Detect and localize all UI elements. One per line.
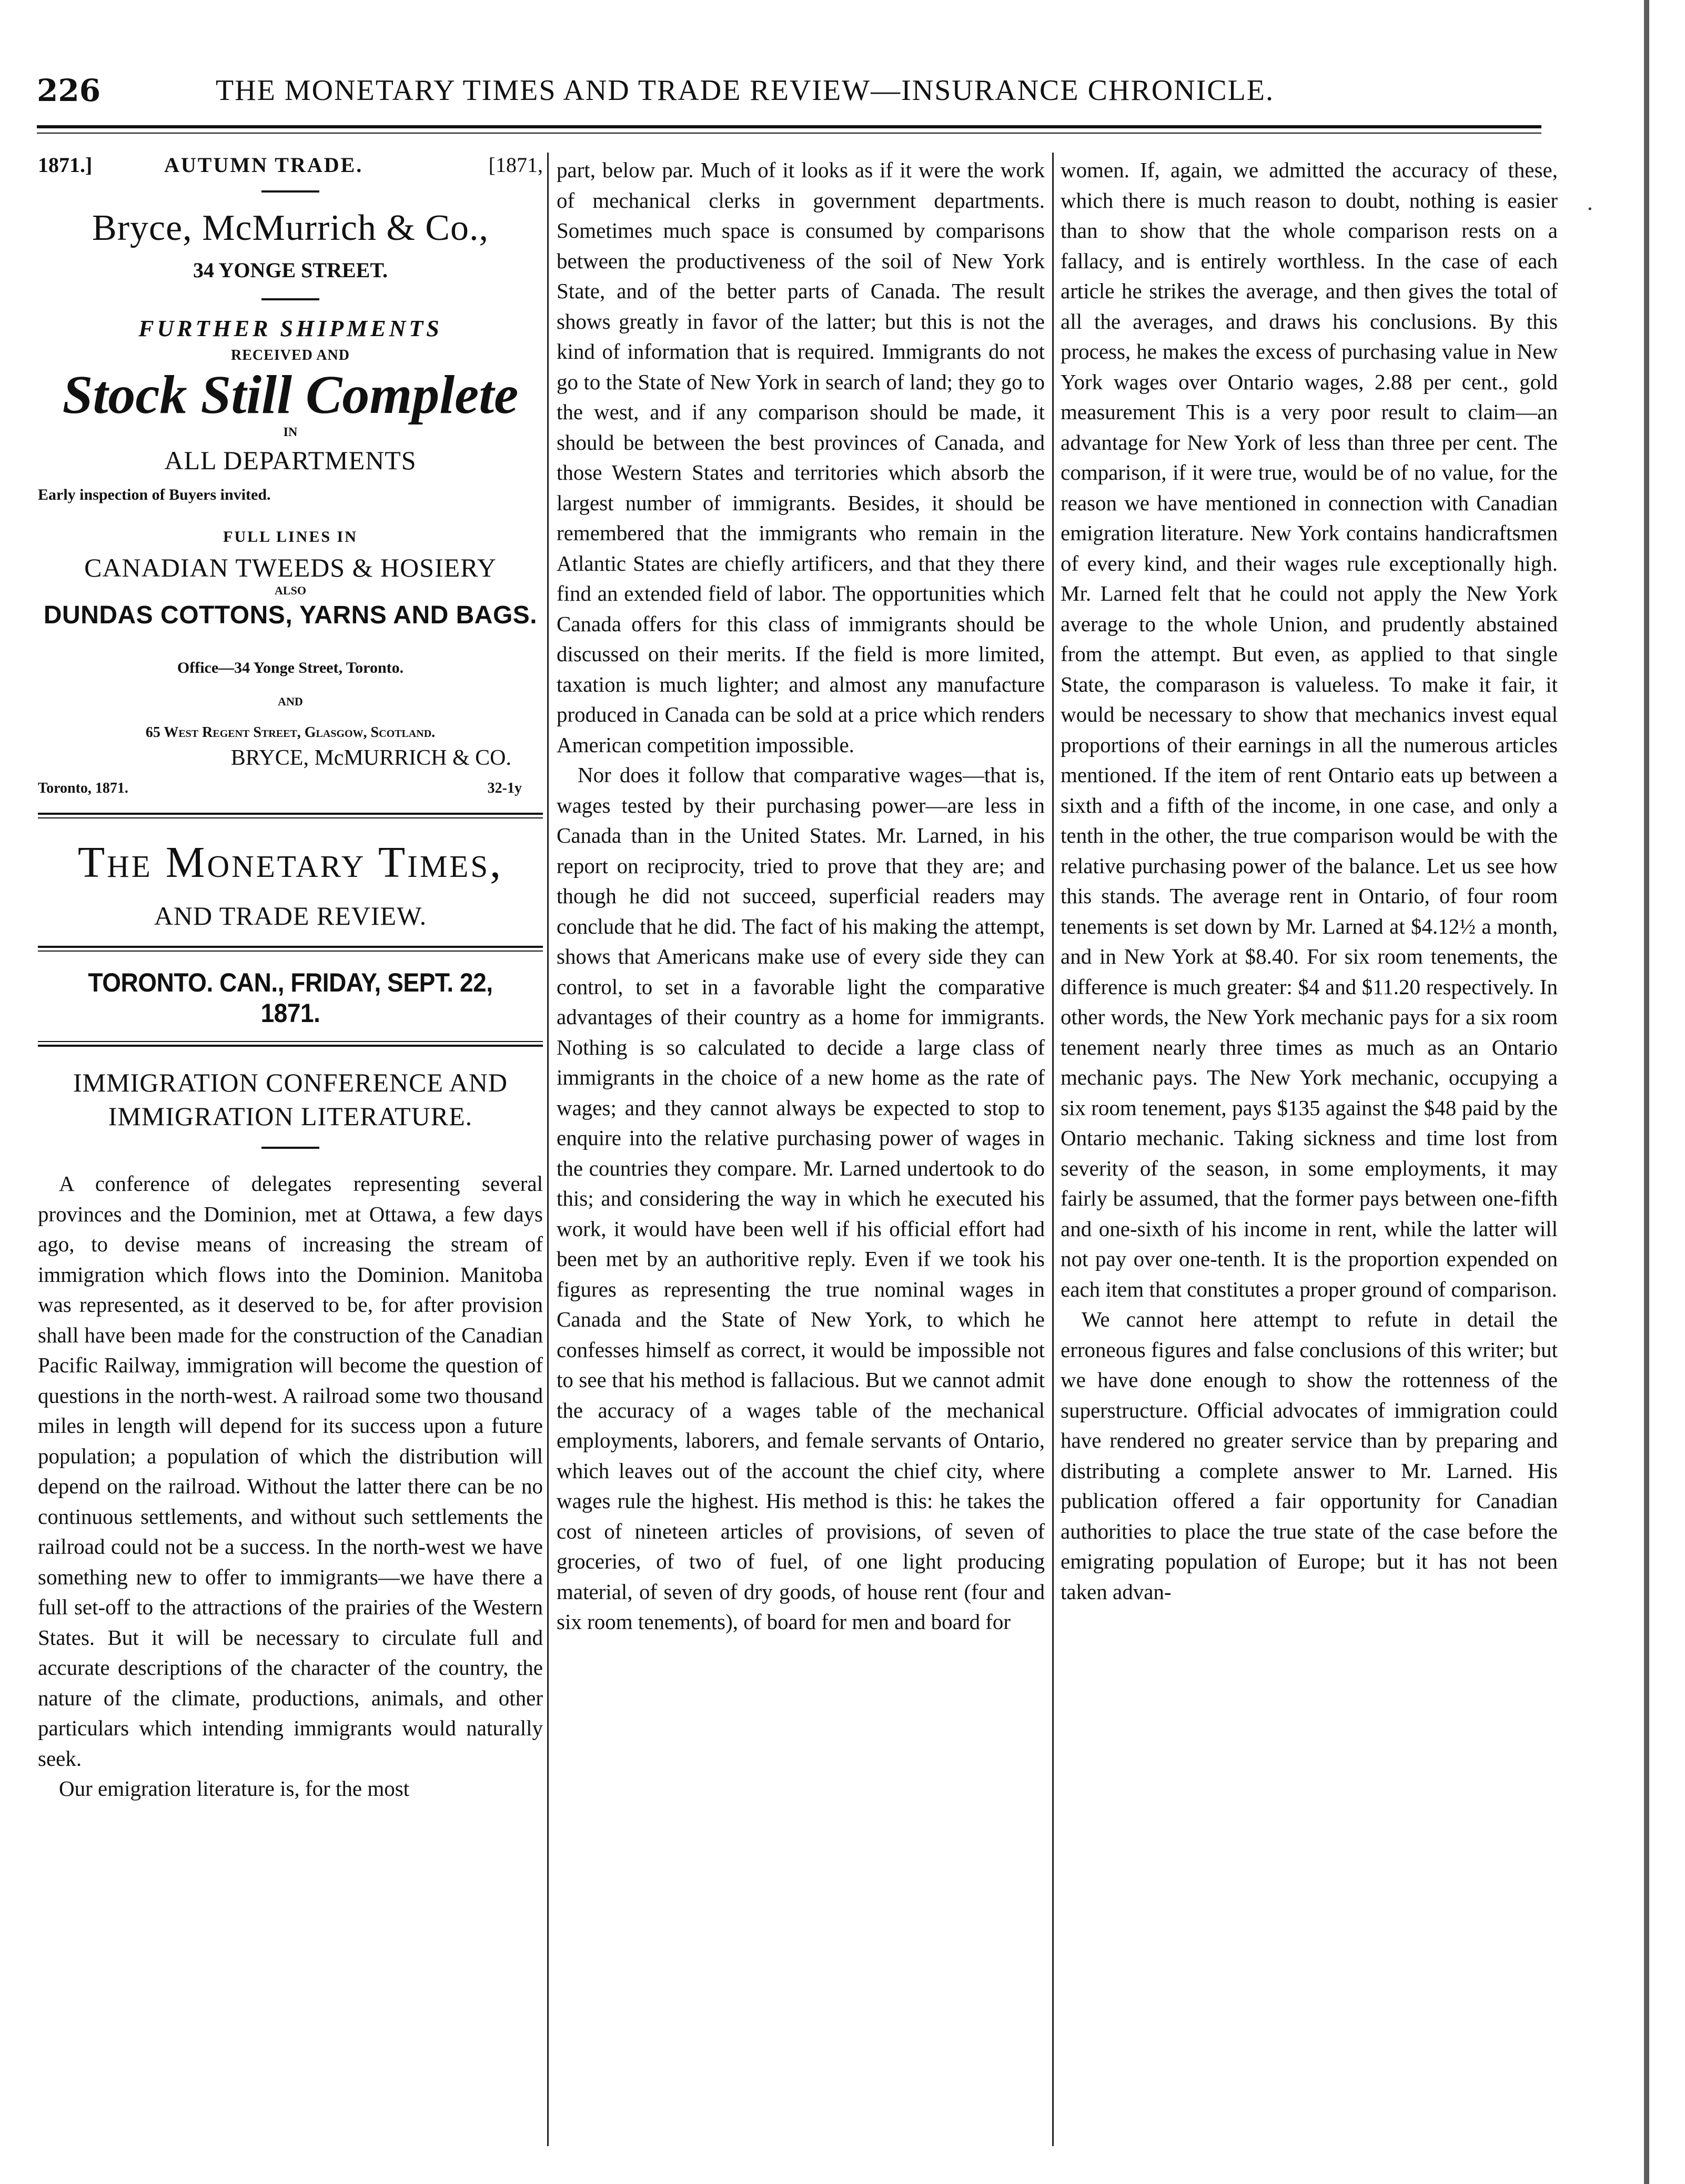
article-body-col3	[1061, 155, 1558, 1607]
ad-dash	[261, 190, 319, 193]
ad-year-left: 1871.]	[38, 153, 93, 177]
article-body-col1	[38, 1169, 543, 1804]
ad-glasgow-address: 65 West Regent Street, Glasgow, Scotland.	[145, 724, 436, 741]
ad-dundas-cottons: DUNDAS COTTONS, YARNS AND BAGS.	[43, 601, 538, 630]
masthead-rule	[38, 946, 543, 948]
page-title: THE MONETARY TIMES AND TRADE REVIEW—INSURANCE CHRONICLE.	[216, 74, 1275, 107]
article-paragraph: We cannot here attempt to refute in detail the erroneous figures and false conclusions of this writer; but we have done enough to show the rottenness of the superstructure. Official advocates of immigration could have rendered no greater service than by preparing and distributing a complete answer to Mr. Larned. His publication offered a fair opportunity for Canadian authorities to place the true state of the case before the emigrating population of Europe; but it has not been taken advan-	[1061, 1307, 1558, 1604]
ad-received: RECEIVED AND	[231, 347, 350, 363]
ad-street: 34 YONGE STREET.	[193, 258, 388, 282]
ad-firm-signature: BRYCE, McMURRICH & CO.	[230, 746, 511, 771]
masthead-rule-thin	[38, 951, 543, 952]
advertisement	[38, 153, 543, 801]
ad-top-line	[38, 153, 543, 184]
header-rule	[37, 125, 1541, 128]
ad-stock-still-complete: Stock Still Complete	[62, 365, 519, 425]
masthead-title: The Monetary Times,	[77, 838, 503, 887]
ad-also: ALSO	[275, 584, 306, 598]
dateline-rule-thin	[38, 1041, 543, 1042]
article-headline-line-2: IMMIGRATION LITERATURE.	[108, 1101, 473, 1131]
ad-firm-name: Bryce, McMurrich & Co.,	[92, 208, 489, 248]
article-paragraph: Our emigration literature is, for the most	[59, 1776, 410, 1801]
ad-code: 32-1y	[487, 780, 522, 797]
ad-dash	[261, 298, 319, 300]
page-number: 226	[37, 73, 101, 108]
ad-office-address: Office—34 Yonge Street, Toronto.	[177, 659, 404, 677]
column-divider-2	[1052, 153, 1054, 2146]
dateline-rule	[38, 1045, 543, 1047]
ad-all-departments: ALL DEPARTMENTS	[164, 446, 417, 476]
ad-year-right: [1871,	[488, 153, 543, 177]
page-edge-line	[1644, 0, 1649, 2184]
ad-footer	[38, 780, 543, 801]
column-1	[38, 153, 543, 1804]
ad-separator-rule-thin	[38, 817, 543, 818]
ad-toronto-date: Toronto, 1871.	[38, 780, 128, 797]
ad-in: IN	[283, 426, 298, 440]
article-body-col2	[557, 155, 1045, 1637]
masthead-subtitle: AND TRADE REVIEW.	[154, 901, 427, 931]
ad-separator-rule	[38, 813, 543, 815]
column-2	[557, 155, 1045, 1637]
headline-dash	[261, 1147, 319, 1149]
article-headline-line-1: IMMIGRATION CONFERENCE AND	[73, 1068, 508, 1098]
margin-mark: ·	[1587, 197, 1593, 221]
article-paragraph: women. If, again, we admitted the accuracy of these, which there is much reason to doubt, nothing is easier than to show that the whole comparison rests on a fallacy, and is entirely worthless. In the case of each article he strikes the average, and then gives the total of all the averages, and draws his conclusions. By this process, he makes the excess of purchasing value in New York wages over Ontario wages, 2.88 per cent., gold measurement This is a very poor result to claim—an advantage for New York of less than three per cent. The comparison, if it were true, would be of no value, for the reason we have mentioned in connection with Canadian emigration literature. New York contains handicraftsmen of every kind, and their wages rule exceptionally high. Mr. Larned felt that he could not apply the New York average to the whole Union, and prudently abstained from the attempt. But even, as applied to that single State, the comparason is valueless. To make it fair, it would be necessary to show that mechanics invest equal proportions of their earnings in all the numerous articles mentioned. If the item of rent Ontario eats up between a sixth and a fifth of the income, in one case, and only a tenth in the other, the true comparison would be with the relative purchasing power of the balance. Let us see how this stands. The average rent in Ontario, of four room tenements is set down by Mr. Larned at $4.12½ a month, and in New York at $8.40. For six room tenements, the difference is much greater: $4 and $11.20 respectively. In other words, the New York mechanic pays for a six room tenement nearly three times as much as an Ontario mechanic pays. The New York mechanic, occupying a six room tenement, pays $135 against the $48 paid by the Ontario mechanic. Taking sickness and time lost from severity of the season, in some employments, it may fairly be assumed, that the former pays between one-fifth and one-sixth of his income in rent, while the latter will not pay over one-tenth. It is the proportion expended on each item that constitutes a proper ground of comparison.	[1061, 158, 1558, 1301]
page-header	[37, 63, 1541, 121]
ad-further-shipments: FURTHER SHIPMENTS	[138, 316, 442, 341]
article-paragraph: Nor does it follow that comparative wages—that is, wages tested by their purchasing power—are less in Canada than in the United States. Mr. Larned, in his report on reciprocity, tried to prove that they are; and though he did not succeed, superficial readers may conclude that he did. The fact of his making the attempt, shows that Americans make use of every side they can control, to set in a favorable light the comparative advantages of their country as a home for immigrants. Nothing is so calculated to decide a large class of immigrants in the choice of a new home as the rate of wages; and they cannot always be expected to stop to enquire into the relative purchasing power of wages in the countries they compare. Mr. Larned undertook to do this; and considering the way in which he executed his work, it would have been well if his official effort had been met by an authoritive reply. Even if we took his figures as representing the true nominal wages in Canada and the State of New York, to which he confesses himself as correct, it would be impossible not to see that his method is fallacious. But we cannot admit the accuracy of a wages table of the mechanical employments, laborers, and female servants of Ontario, which leaves out of the account the chief city, where wages rule the highest. His method is this: he takes the cost of nineteen articles of provisions, of seven of groceries, of two of fuel, of one light producing material, of seven of dry goods, of house rent (four and six room tenements), of board for men and board for	[557, 763, 1045, 1634]
column-divider-1	[547, 153, 549, 2146]
ad-tweeds-hosiery: CANADIAN TWEEDS & HOSIERY	[84, 553, 497, 583]
column-3	[1061, 155, 1558, 1607]
header-rule-thin	[37, 133, 1541, 134]
article-paragraph: part, below par. Much of it looks as if it were the work of mechanical clerks in government departments. Sometimes much space is consumed by comparisons between the productiveness of the soil of New York State, and of the better parts of Canada. The result shows greatly in favor of the latter; but this is not the kind of information that is required. Immigrants do not go to the State of New York in search of land; they go to the west, and if any comparison should be made, it should be between the best provinces of Canada, and those Western States and territories which absorb the largest number of immigrants. Besides, it should be remembered that the immigrants who remain in the Atlantic States are chiefly artificers, and that they there find an extended field of labor. The opportunities which Canada offers for this class of immigrants should be discussed on their merits. If the field is more limited, taxation is much lighter; and almost any manufacture produced in Canada can be sold at a price which renders American competition impossible.	[557, 158, 1045, 757]
ad-season: AUTUMN TRADE.	[164, 153, 364, 177]
ad-early-inspection: Early inspection of Buyers invited.	[38, 486, 271, 504]
ad-full-lines: FULL LINES IN	[223, 528, 358, 546]
article-headline	[38, 1066, 543, 1133]
article-paragraph: A conference of delegates representing several provinces and the Dominion, met at Ottawa, a few days ago, to devise means of increasing the stream of immigration which flows into the Dominion. Manitoba was represented, as it deserved to be, for after provision shall have been made for the construction of the Canadian Pacific Railway, immigration will become the question of questions in the north-west. A railroad some two thousand miles in length will depend for its success upon a future population; a population of which the distribution will depend on the railroad. Without the latter there can be no continuous settlements, and without such settlements the railroad could not be a success. In the north-west we have something new to offer to immigrants—we have there a full set-off to the attractions of the prairies of the Western States. But it will be necessary to circulate full and accurate descriptions of the character of the country, the nature of the climate, productions, animals, and other particulars which intending immigrants would naturally seek.	[38, 1171, 543, 1771]
ad-and: AND	[278, 695, 303, 709]
dateline: TORONTO. CAN., FRIDAY, SEPT. 22, 1871.	[88, 968, 493, 1028]
